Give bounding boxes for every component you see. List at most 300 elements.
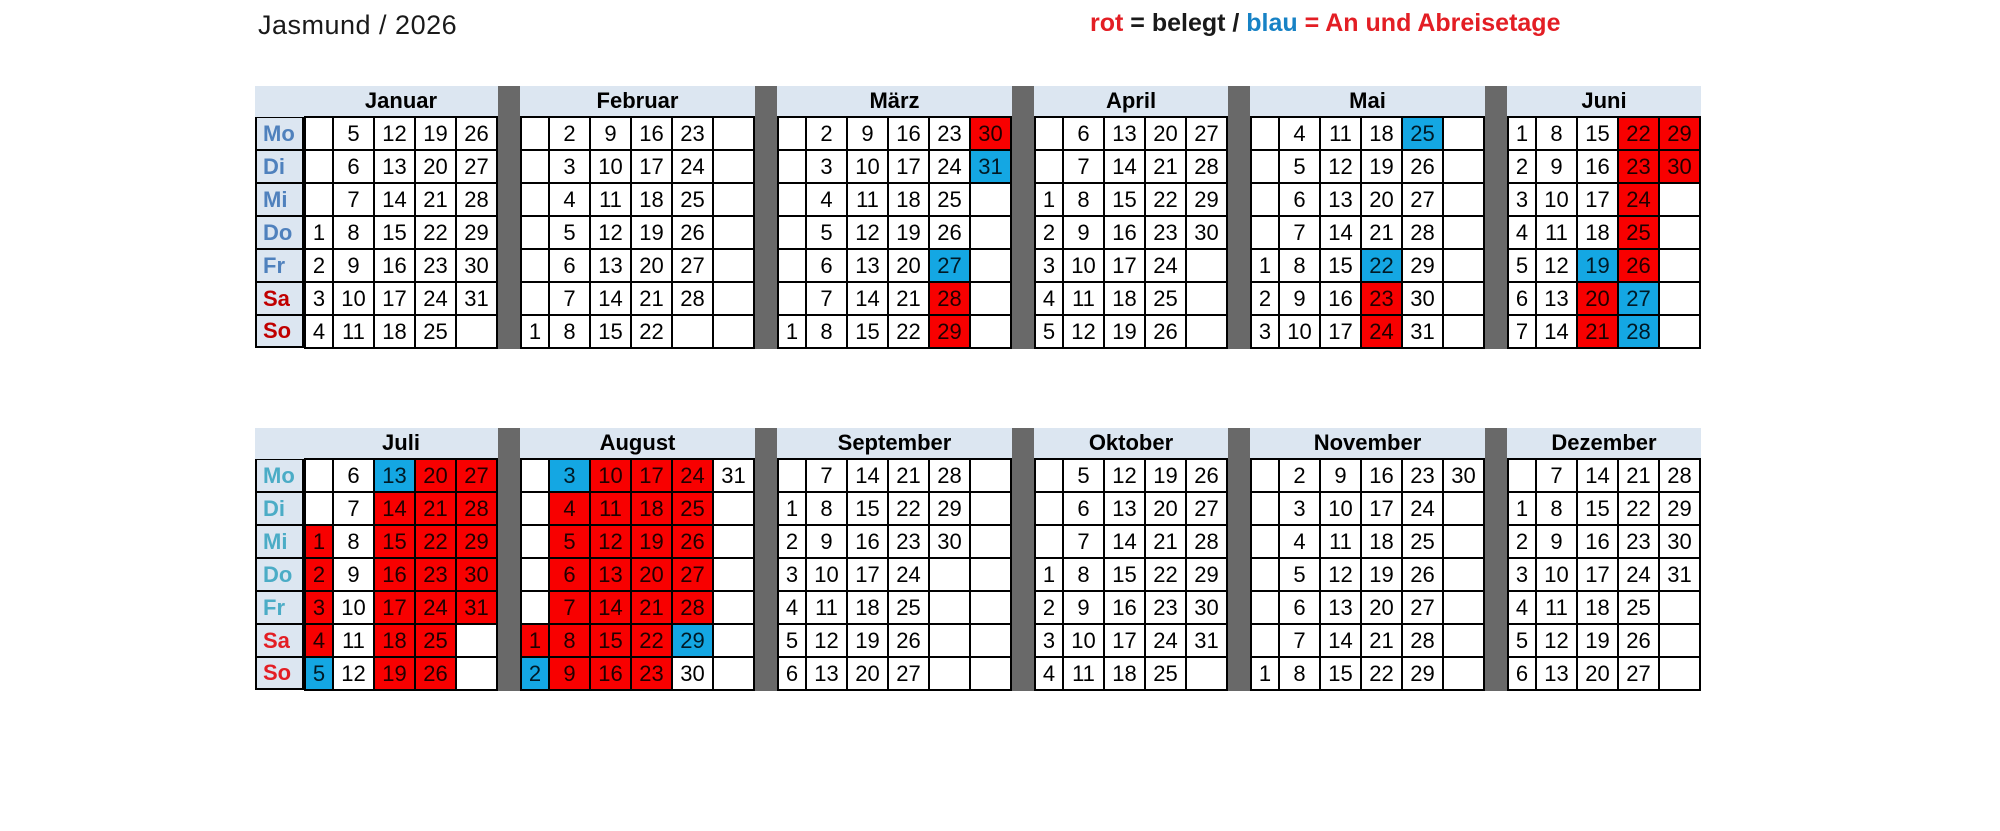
day-cell: 22 — [631, 624, 672, 657]
day-cell: 17 — [374, 282, 415, 315]
day-cell: 23 — [415, 558, 456, 591]
day-cell — [1443, 525, 1484, 558]
day-cell: 19 — [1145, 459, 1186, 492]
day-cell: 23 — [1618, 525, 1659, 558]
day-cell: 29 — [672, 624, 713, 657]
day-cell: 7 — [806, 459, 847, 492]
day-cell — [1186, 282, 1227, 315]
month-februar — [520, 86, 755, 349]
day-cell: 5 — [549, 216, 590, 249]
day-cell: 13 — [1536, 282, 1577, 315]
day-cell — [713, 558, 754, 591]
day-cell: 31 — [456, 591, 497, 624]
day-cell: 2 — [1279, 459, 1320, 492]
weekday-label-do: Do — [255, 216, 304, 249]
day-cell: 4 — [1508, 216, 1536, 249]
month-märz — [777, 86, 1012, 349]
day-cell: 13 — [374, 459, 415, 492]
month-header: Januar — [304, 86, 498, 116]
day-cell: 9 — [847, 117, 888, 150]
day-cell: 14 — [1536, 315, 1577, 348]
day-cell: 3 — [778, 558, 806, 591]
day-cell: 19 — [1361, 150, 1402, 183]
day-cell: 26 — [415, 657, 456, 690]
day-cell — [970, 249, 1011, 282]
day-cell — [1443, 150, 1484, 183]
month-august — [520, 428, 755, 691]
day-cell: 16 — [1577, 150, 1618, 183]
day-cell — [929, 657, 970, 690]
day-cell: 11 — [333, 624, 374, 657]
day-cell — [1659, 282, 1700, 315]
day-cell — [778, 249, 806, 282]
weekday-label-fr: Fr — [255, 249, 304, 282]
month-header: Juli — [304, 428, 498, 458]
day-cell: 28 — [456, 492, 497, 525]
day-cell — [1251, 117, 1279, 150]
day-cell: 8 — [333, 216, 374, 249]
day-cell: 21 — [1618, 459, 1659, 492]
day-cell: 27 — [672, 249, 713, 282]
day-cell: 18 — [888, 183, 929, 216]
day-cell: 23 — [1145, 591, 1186, 624]
day-cell: 29 — [1402, 657, 1443, 690]
day-cell: 30 — [456, 249, 497, 282]
day-cell: 31 — [713, 459, 754, 492]
weekday-label-mo: Mo — [255, 117, 304, 150]
month-grid — [520, 116, 755, 349]
day-cell: 10 — [806, 558, 847, 591]
day-cell: 4 — [1279, 117, 1320, 150]
day-cell: 7 — [1536, 459, 1577, 492]
day-cell: 24 — [415, 282, 456, 315]
day-cell: 26 — [1402, 150, 1443, 183]
day-cell: 29 — [1186, 558, 1227, 591]
day-cell: 21 — [1577, 315, 1618, 348]
day-cell: 20 — [847, 657, 888, 690]
day-cell: 10 — [333, 591, 374, 624]
day-cell: 17 — [631, 150, 672, 183]
day-cell: 8 — [806, 315, 847, 348]
day-cell: 10 — [847, 150, 888, 183]
day-cell: 19 — [1577, 249, 1618, 282]
day-cell: 21 — [1361, 624, 1402, 657]
day-cell: 26 — [1618, 249, 1659, 282]
day-cell: 27 — [456, 150, 497, 183]
day-cell — [970, 558, 1011, 591]
day-cell: 30 — [1186, 216, 1227, 249]
day-cell: 20 — [1577, 282, 1618, 315]
day-cell: 12 — [1063, 315, 1104, 348]
day-cell: 5 — [549, 525, 590, 558]
month-grid — [304, 458, 498, 691]
day-cell — [778, 282, 806, 315]
day-cell: 9 — [1063, 591, 1104, 624]
day-cell — [1659, 591, 1700, 624]
day-cell: 3 — [549, 150, 590, 183]
day-cell: 5 — [806, 216, 847, 249]
day-cell: 22 — [631, 315, 672, 348]
day-cell — [521, 558, 549, 591]
day-cell: 6 — [1279, 183, 1320, 216]
day-cell: 12 — [1536, 624, 1577, 657]
day-cell — [1035, 525, 1063, 558]
day-cell: 4 — [778, 591, 806, 624]
day-cell — [305, 117, 333, 150]
day-cell: 2 — [305, 249, 333, 282]
day-cell: 1 — [778, 492, 806, 525]
day-cell: 22 — [888, 315, 929, 348]
day-cell: 5 — [778, 624, 806, 657]
day-cell: 19 — [847, 624, 888, 657]
day-cell: 7 — [1063, 525, 1104, 558]
day-cell: 9 — [333, 249, 374, 282]
day-cell: 19 — [374, 657, 415, 690]
day-cell — [305, 183, 333, 216]
day-cell: 30 — [970, 117, 1011, 150]
day-cell: 7 — [1063, 150, 1104, 183]
day-cell: 11 — [1063, 657, 1104, 690]
day-cell — [1443, 492, 1484, 525]
day-cell: 15 — [374, 525, 415, 558]
day-cell: 28 — [1659, 459, 1700, 492]
day-cell: 20 — [1361, 591, 1402, 624]
day-cell: 16 — [590, 657, 631, 690]
day-cell: 14 — [1320, 216, 1361, 249]
day-cell — [1251, 216, 1279, 249]
day-cell: 27 — [456, 459, 497, 492]
day-cell: 3 — [549, 459, 590, 492]
day-cell: 20 — [1577, 657, 1618, 690]
day-cell: 20 — [1145, 492, 1186, 525]
day-cell — [1659, 249, 1700, 282]
day-cell: 9 — [806, 525, 847, 558]
month-header: August — [520, 428, 755, 458]
day-cell: 25 — [672, 492, 713, 525]
month-header: Mai — [1250, 86, 1485, 116]
day-cell — [970, 492, 1011, 525]
weekday-label-di: Di — [255, 150, 304, 183]
day-cell: 10 — [1279, 315, 1320, 348]
day-cell: 28 — [1186, 150, 1227, 183]
day-cell: 1 — [521, 315, 549, 348]
day-cell: 24 — [672, 459, 713, 492]
day-cell: 5 — [1279, 150, 1320, 183]
day-cell: 19 — [888, 216, 929, 249]
day-cell: 15 — [1104, 183, 1145, 216]
day-cell: 23 — [1402, 459, 1443, 492]
day-cell: 1 — [1508, 492, 1536, 525]
day-cell: 14 — [847, 459, 888, 492]
weekday-label-so: So — [255, 657, 304, 690]
month-header: März — [777, 86, 1012, 116]
day-cell — [970, 657, 1011, 690]
day-cell: 6 — [549, 558, 590, 591]
day-cell: 26 — [929, 216, 970, 249]
day-cell: 13 — [1320, 591, 1361, 624]
day-cell: 1 — [1508, 117, 1536, 150]
day-cell: 11 — [1536, 216, 1577, 249]
day-cell — [521, 183, 549, 216]
day-cell: 10 — [590, 150, 631, 183]
day-cell: 30 — [1443, 459, 1484, 492]
day-cell: 24 — [1402, 492, 1443, 525]
day-cell: 23 — [672, 117, 713, 150]
day-cell: 20 — [1361, 183, 1402, 216]
day-cell: 15 — [1104, 558, 1145, 591]
day-cell: 25 — [888, 591, 929, 624]
day-cell: 11 — [806, 591, 847, 624]
day-cell: 26 — [1618, 624, 1659, 657]
day-cell: 16 — [1361, 459, 1402, 492]
day-cell: 5 — [1508, 624, 1536, 657]
day-cell — [1251, 492, 1279, 525]
day-cell — [1035, 150, 1063, 183]
day-cell: 27 — [1186, 492, 1227, 525]
day-cell: 20 — [415, 150, 456, 183]
day-cell — [970, 591, 1011, 624]
day-cell: 19 — [1361, 558, 1402, 591]
day-cell: 19 — [415, 117, 456, 150]
day-cell: 1 — [1251, 657, 1279, 690]
day-cell: 25 — [1618, 591, 1659, 624]
legend — [1090, 9, 1560, 38]
day-cell: 25 — [672, 183, 713, 216]
day-cell: 2 — [1035, 591, 1063, 624]
day-cell — [1443, 315, 1484, 348]
day-cell: 31 — [970, 150, 1011, 183]
day-cell: 28 — [672, 591, 713, 624]
day-cell — [1659, 216, 1700, 249]
day-cell: 20 — [888, 249, 929, 282]
day-cell: 16 — [888, 117, 929, 150]
month-separator — [1228, 86, 1250, 349]
day-cell: 28 — [929, 459, 970, 492]
day-cell — [1443, 282, 1484, 315]
day-cell: 29 — [929, 315, 970, 348]
day-cell: 1 — [305, 216, 333, 249]
day-cell: 16 — [847, 525, 888, 558]
month-april — [1034, 86, 1228, 349]
day-cell: 17 — [1104, 249, 1145, 282]
day-cell — [305, 492, 333, 525]
day-cell: 5 — [1063, 459, 1104, 492]
day-cell — [1443, 591, 1484, 624]
day-cell: 15 — [847, 315, 888, 348]
day-cell: 15 — [1577, 117, 1618, 150]
day-cell: 10 — [590, 459, 631, 492]
day-cell: 13 — [1104, 117, 1145, 150]
day-cell: 3 — [806, 150, 847, 183]
day-cell: 30 — [1659, 525, 1700, 558]
day-cell — [970, 282, 1011, 315]
day-cell: 9 — [590, 117, 631, 150]
day-cell — [713, 657, 754, 690]
day-cell: 25 — [415, 315, 456, 348]
day-cell: 10 — [1536, 558, 1577, 591]
day-cell: 30 — [1402, 282, 1443, 315]
day-cell — [778, 183, 806, 216]
month-separator — [1012, 428, 1034, 691]
day-cell: 3 — [1279, 492, 1320, 525]
day-cell: 28 — [929, 282, 970, 315]
weekday-label-mo: Mo — [255, 459, 304, 492]
day-cell — [713, 282, 754, 315]
day-cell: 6 — [1063, 117, 1104, 150]
day-cell — [778, 459, 806, 492]
day-cell: 11 — [333, 315, 374, 348]
day-cell: 10 — [1063, 624, 1104, 657]
day-cell: 21 — [888, 459, 929, 492]
day-cell: 29 — [456, 525, 497, 558]
weekday-label-do: Do — [255, 558, 304, 591]
day-cell: 15 — [1320, 657, 1361, 690]
day-cell: 4 — [305, 315, 333, 348]
day-cell: 13 — [1104, 492, 1145, 525]
day-cell: 24 — [1145, 624, 1186, 657]
day-cell: 22 — [1361, 249, 1402, 282]
day-cell: 25 — [1402, 117, 1443, 150]
day-cell: 31 — [1402, 315, 1443, 348]
day-cell: 15 — [1577, 492, 1618, 525]
day-cell: 8 — [549, 315, 590, 348]
day-cell: 18 — [631, 492, 672, 525]
day-cell: 2 — [778, 525, 806, 558]
day-cell: 5 — [1279, 558, 1320, 591]
day-cell: 23 — [929, 117, 970, 150]
day-cell — [1659, 315, 1700, 348]
day-cell: 10 — [333, 282, 374, 315]
day-cell: 8 — [1536, 117, 1577, 150]
day-cell: 7 — [549, 282, 590, 315]
day-cell: 6 — [1508, 282, 1536, 315]
day-cell: 2 — [1508, 150, 1536, 183]
month-grid — [1034, 458, 1228, 691]
day-cell: 18 — [631, 183, 672, 216]
day-cell — [1251, 624, 1279, 657]
day-cell: 12 — [590, 525, 631, 558]
day-cell — [521, 282, 549, 315]
day-cell — [1443, 249, 1484, 282]
day-cell: 7 — [1279, 624, 1320, 657]
day-cell — [305, 150, 333, 183]
day-cell — [713, 183, 754, 216]
month-november — [1250, 428, 1485, 691]
month-dezember — [1507, 428, 1701, 691]
day-cell: 8 — [549, 624, 590, 657]
day-cell: 14 — [1577, 459, 1618, 492]
day-cell: 14 — [374, 492, 415, 525]
day-cell: 14 — [374, 183, 415, 216]
day-cell: 12 — [590, 216, 631, 249]
day-cell: 1 — [1035, 558, 1063, 591]
day-cell: 11 — [1320, 525, 1361, 558]
day-cell: 8 — [1063, 558, 1104, 591]
day-cell: 25 — [929, 183, 970, 216]
month-separator — [1485, 86, 1507, 349]
day-cell: 14 — [590, 591, 631, 624]
day-cell: 12 — [333, 657, 374, 690]
day-cell — [1443, 657, 1484, 690]
day-cell — [1035, 459, 1063, 492]
day-cell: 18 — [1361, 525, 1402, 558]
day-cell: 8 — [1063, 183, 1104, 216]
day-cell — [305, 459, 333, 492]
day-cell: 26 — [1145, 315, 1186, 348]
day-cell: 24 — [1618, 558, 1659, 591]
day-cell: 24 — [672, 150, 713, 183]
day-cell: 14 — [1104, 525, 1145, 558]
day-cell — [521, 117, 549, 150]
day-cell: 9 — [1279, 282, 1320, 315]
day-cell — [970, 183, 1011, 216]
day-cell: 3 — [305, 282, 333, 315]
month-separator — [755, 86, 777, 349]
day-cell: 18 — [1577, 216, 1618, 249]
day-cell: 26 — [1186, 459, 1227, 492]
day-cell: 29 — [1659, 492, 1700, 525]
day-cell: 21 — [1361, 216, 1402, 249]
month-grid — [304, 116, 498, 349]
day-cell — [713, 249, 754, 282]
day-cell: 16 — [374, 558, 415, 591]
day-cell: 14 — [847, 282, 888, 315]
day-cell: 16 — [1104, 591, 1145, 624]
month-oktober — [1034, 428, 1228, 691]
day-cell: 2 — [305, 558, 333, 591]
weekday-label-sa: Sa — [255, 282, 304, 315]
legend-part: blau — [1246, 9, 1298, 37]
day-cell: 25 — [1618, 216, 1659, 249]
day-cell: 31 — [456, 282, 497, 315]
day-cell — [521, 525, 549, 558]
day-cell: 23 — [631, 657, 672, 690]
day-cell: 9 — [333, 558, 374, 591]
day-cell — [778, 216, 806, 249]
day-cell — [929, 624, 970, 657]
day-cell: 24 — [1145, 249, 1186, 282]
day-cell: 14 — [1104, 150, 1145, 183]
day-cell: 17 — [1361, 492, 1402, 525]
day-cell: 8 — [333, 525, 374, 558]
day-cell: 27 — [929, 249, 970, 282]
day-cell: 13 — [1536, 657, 1577, 690]
day-cell — [521, 459, 549, 492]
day-cell: 22 — [415, 216, 456, 249]
month-header: Oktober — [1034, 428, 1228, 458]
day-cell: 21 — [888, 282, 929, 315]
day-cell — [713, 117, 754, 150]
month-separator — [1012, 86, 1034, 349]
day-cell: 11 — [590, 492, 631, 525]
day-cell: 18 — [374, 624, 415, 657]
day-cell — [1186, 249, 1227, 282]
day-cell: 13 — [1320, 183, 1361, 216]
day-cell: 4 — [1035, 282, 1063, 315]
day-cell: 12 — [1536, 249, 1577, 282]
day-cell: 16 — [1577, 525, 1618, 558]
day-cell: 7 — [806, 282, 847, 315]
month-grid — [1507, 116, 1701, 349]
day-cell: 13 — [590, 558, 631, 591]
day-cell: 10 — [1320, 492, 1361, 525]
day-cell: 13 — [590, 249, 631, 282]
day-cell: 3 — [305, 591, 333, 624]
day-cell: 25 — [1145, 282, 1186, 315]
day-cell: 15 — [847, 492, 888, 525]
weekday-label-sa: Sa — [255, 624, 304, 657]
day-cell: 23 — [1618, 150, 1659, 183]
